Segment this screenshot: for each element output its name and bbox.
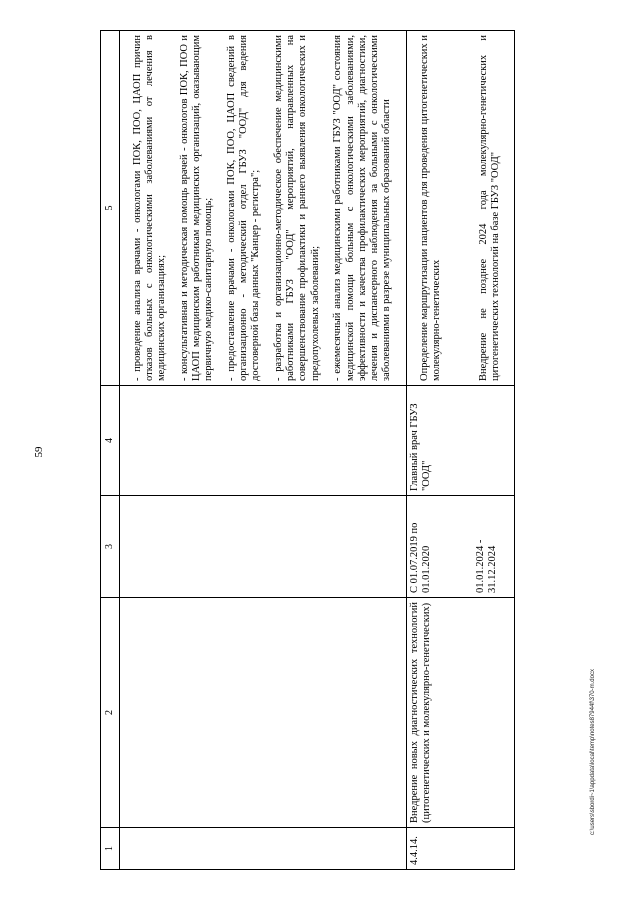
cell-period (119, 496, 406, 598)
header-col-3: 3 (101, 496, 120, 598)
result-item: Определение маршрутизации пациентов для проведения цитогенетических и молекулярно-генетических (419, 35, 443, 381)
period-2: 01.01.2024 - 31.12.2024 (475, 539, 499, 593)
header-col-5: 5 (101, 31, 120, 386)
header-col-1: 1 (101, 828, 120, 870)
table-container (100, 30, 560, 870)
header-row (101, 31, 120, 870)
table-row-4-4-14 (406, 31, 515, 870)
cell-results (119, 31, 406, 386)
cell-responsible (119, 386, 406, 496)
measures-table (100, 30, 515, 870)
result-item: - ежемесячный анализ медицинскими работниками ГБУЗ "ООД" состояния медицинской помощи больным с онкологическими заболеваниями, эффективности и качества профилактических мероприятий, диагностики, лечения и диспансерного наблюдения за больными с онкологическими заболеваниями в разрезе муниципальных образований области (332, 35, 393, 381)
result-item: - предоставление врачами - онкологами ПОК, ПОО, ЦАОП сведений в организационно - методический отдел ГБУЗ "ООД" для ведения достоверной базы данных "Канцер - регистра"; (226, 35, 262, 381)
cell-results (406, 31, 515, 386)
cell-task (119, 598, 406, 828)
result-item: Внедрение не позднее 2024 года молекулярно-генетических и цитогенетических технологий на базе ГБУЗ "ООД" (477, 35, 501, 381)
cell-task: Внедрение новых диагностических технологий (цитогенетических и молекулярно-генетических) (406, 598, 515, 828)
cell-responsible: Главный врач ГБУЗ "ООД" (406, 386, 515, 496)
result-item: - консультативная и методическая помощь врачей - онкологов ПОК, ПОО и ЦАОП медицинским работникам медицинских организаций, оказывающим первичную медико-санитарную помощь; (179, 35, 215, 381)
rotated-table (100, 30, 560, 870)
result-item: - разработка и организационно-методическое обеспечение медицинскими работниками ГБУЗ "ООД" мероприятий, направленных на совершенствование профилактики и раннего выявления онкологических и предопухолевых заболеваний; (273, 35, 321, 381)
cell-num (119, 828, 406, 870)
page-number: 59 (33, 446, 45, 458)
result-item: - проведение анализа врачами - онкологами ПОК, ПОО, ЦАОП причин отказов больных с онкологическими заболеваниями от лечения в медицинских организациях; (132, 35, 168, 381)
header-col-2: 2 (101, 598, 120, 828)
footer-file-path: c:\users\sbordi~1\appdata\local\temp\notes87944f\370-m.docx (590, 669, 596, 835)
period-1: С 01.07.2019 по 01.01.2020 (408, 522, 432, 593)
cell-num: 4.4.14. (406, 828, 515, 870)
header-col-4: 4 (101, 386, 120, 496)
table-row-continuation (119, 31, 406, 870)
cell-period (406, 496, 515, 598)
